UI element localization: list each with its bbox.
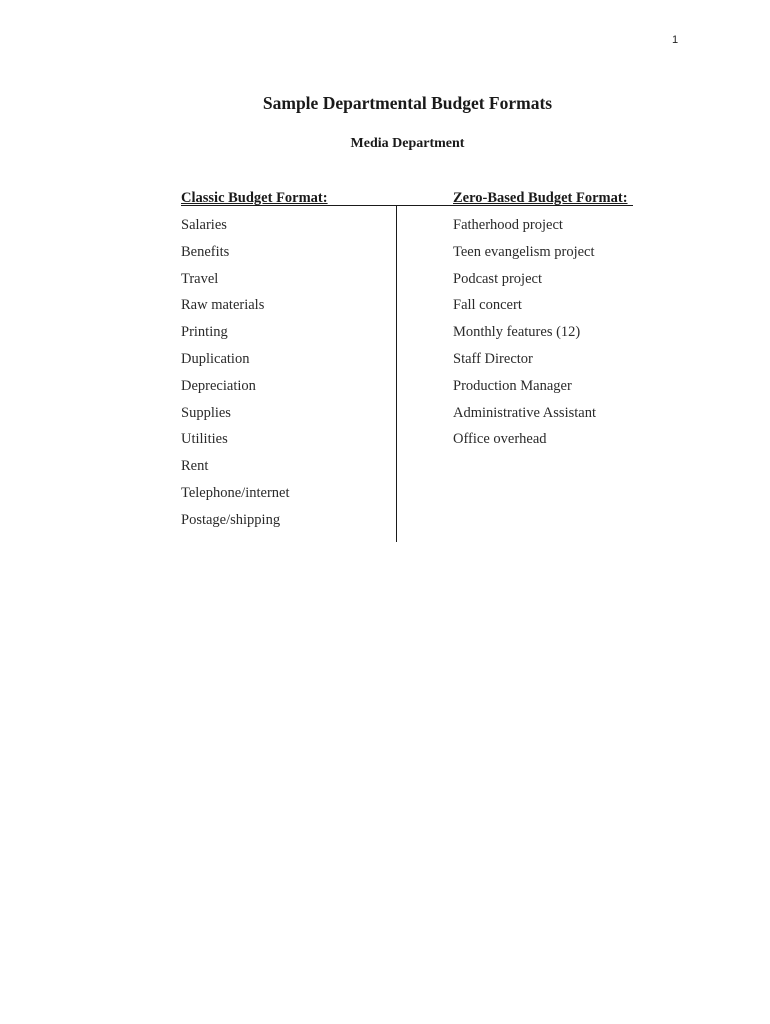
list-item: Duplication xyxy=(181,350,250,367)
list-item: Raw materials xyxy=(181,297,265,314)
list-item: Teen evangelism project xyxy=(453,243,595,260)
list-item: Depreciation xyxy=(181,377,256,394)
list-item: Fatherhood project xyxy=(453,217,563,233)
list-item: Travel xyxy=(181,270,219,287)
list-item: Staff Director xyxy=(453,350,533,367)
document-title: Sample Departmental Budget Formats xyxy=(262,93,553,113)
classic-budget-heading: Classic Budget Format: xyxy=(181,190,328,206)
department-subtitle: Media Department xyxy=(350,136,465,151)
list-item: Rent xyxy=(181,458,209,475)
list-item: Monthly features (12) xyxy=(453,324,581,341)
list-item: Utilities xyxy=(181,431,228,448)
zero-based-budget-list xyxy=(453,212,628,453)
list-item: Fall concert xyxy=(453,297,522,314)
list-item: Administrative Assistant xyxy=(453,404,596,421)
list-item: Benefits xyxy=(181,243,230,260)
list-item: Production Manager xyxy=(453,377,572,394)
classic-budget-column xyxy=(181,189,328,534)
list-item: Telephone/internet xyxy=(181,484,290,501)
zero-based-budget-column xyxy=(453,189,628,453)
zero-based-budget-heading: Zero-Based Budget Format: xyxy=(453,190,628,206)
list-item: Podcast project xyxy=(453,270,542,287)
list-item: Salaries xyxy=(181,217,227,233)
list-item: Postage/shipping xyxy=(181,511,281,528)
list-item: Printing xyxy=(181,324,228,341)
classic-budget-list xyxy=(181,212,328,534)
list-item: Supplies xyxy=(181,404,231,421)
page-number: 1 xyxy=(672,34,679,46)
list-item: Office overhead xyxy=(453,431,547,448)
column-divider xyxy=(396,205,397,542)
